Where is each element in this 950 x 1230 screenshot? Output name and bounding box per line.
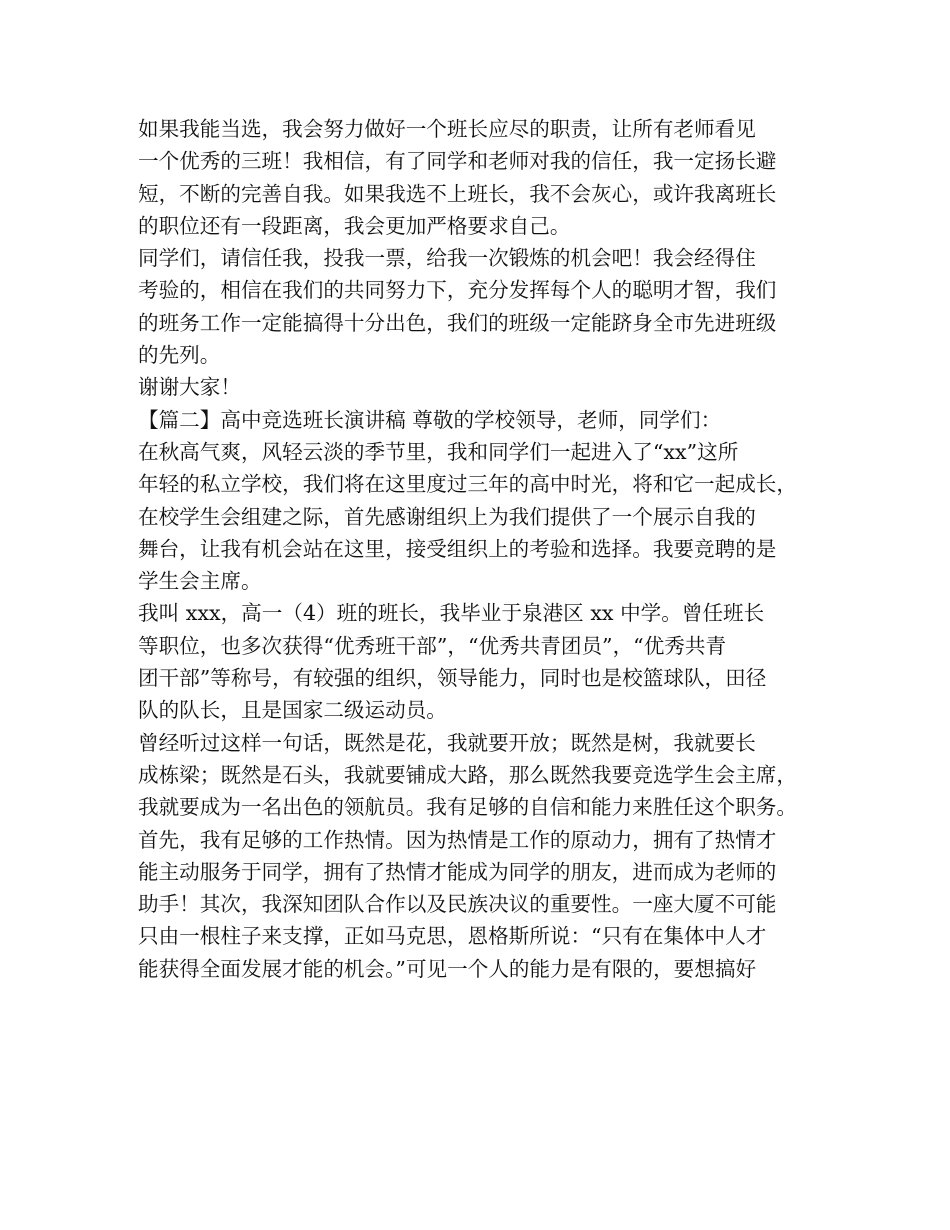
- text-line: 曾经听过这样一句话，既然是花，我就要开放；既然是树，我就要长: [138, 730, 756, 755]
- text-line: 我叫 xxx，高一（4）班的班长，我毕业于泉港区 xx 中学。曾任班长: [138, 601, 765, 626]
- text-line: 舞台，让我有机会站在这里，接受组织上的考验和选择。我要竞聘的是: [138, 536, 777, 561]
- document-body: [138, 113, 828, 985]
- section-heading-line: 【篇二】高中竞选班长演讲稿 尊敬的学校领导，老师，同学们：: [138, 407, 722, 432]
- text-line: 团干部”等称号，有较强的组织，领导能力，同时也是校篮球队，田径: [138, 666, 767, 691]
- text-line: 在秋高气爽，风轻云淡的季节里，我和同学们一起进入了“xx”这所: [138, 439, 739, 464]
- text-line: 在校学生会组建之际，首先感谢组织上为我们提供了一个展示自我的: [138, 504, 756, 529]
- text-line: 首先，我有足够的工作热情。因为热情是工作的原动力，拥有了热情才: [138, 827, 777, 852]
- text-line: 的职位还有一段距离，我会更加严格要求自己。: [138, 213, 571, 238]
- text-line: 我就要成为一名出色的领航员。我有足够的自信和能力来胜任这个职务。: [138, 795, 797, 820]
- text-line: 的先列。: [138, 343, 221, 368]
- text-line: 等职位，也多次获得“优秀班干部”，“优秀共青团员”，“优秀共青: [138, 633, 727, 658]
- text-line: 只由一根柱子来支撑，正如马克思，恩格斯所说：“只有在集体中人才: [138, 924, 767, 949]
- text-line: 短，不断的完善自我。如果我选不上班长，我不会灰心，或许我离班长: [138, 181, 777, 206]
- text-line: 学生会主席。: [138, 569, 262, 594]
- text-line: 一个优秀的三班！我相信，有了同学和老师对我的信任，我一定扬长避: [138, 149, 777, 174]
- text-line: 能主动服务于同学，拥有了热情才能成为同学的朋友，进而成为老师的: [138, 859, 777, 884]
- text-line: 助手！其次，我深知团队合作以及民族决议的重要性。一座大厦不可能: [138, 892, 777, 917]
- text-line: 能获得全面发展才能的机会。”可见一个人的能力是有限的，要想搞好: [138, 956, 757, 981]
- text-line: 年轻的私立学校，我们将在这里度过三年的高中时光，将和它一起成长，: [138, 472, 797, 497]
- text-line: 队的队长，且是国家二级运动员。: [138, 698, 447, 723]
- text-line: 的班务工作一定能搞得十分出色，我们的班级一定能跻身全市先进班级: [138, 310, 777, 335]
- text-line: 如果我能当选，我会努力做好一个班长应尽的职责，让所有老师看见: [138, 117, 756, 141]
- text-line: 同学们，请信任我，投我一票，给我一次锻炼的机会吧！我会经得住: [138, 246, 756, 271]
- text-line: 考验的，相信在我们的共同努力下，充分发挥每个人的聪明才智，我们: [138, 278, 777, 303]
- text-line: 成栋梁；既然是石头，我就要铺成大路，那么既然我要竞选学生会主席，: [138, 762, 797, 787]
- text-line: 谢谢大家！: [138, 375, 241, 400]
